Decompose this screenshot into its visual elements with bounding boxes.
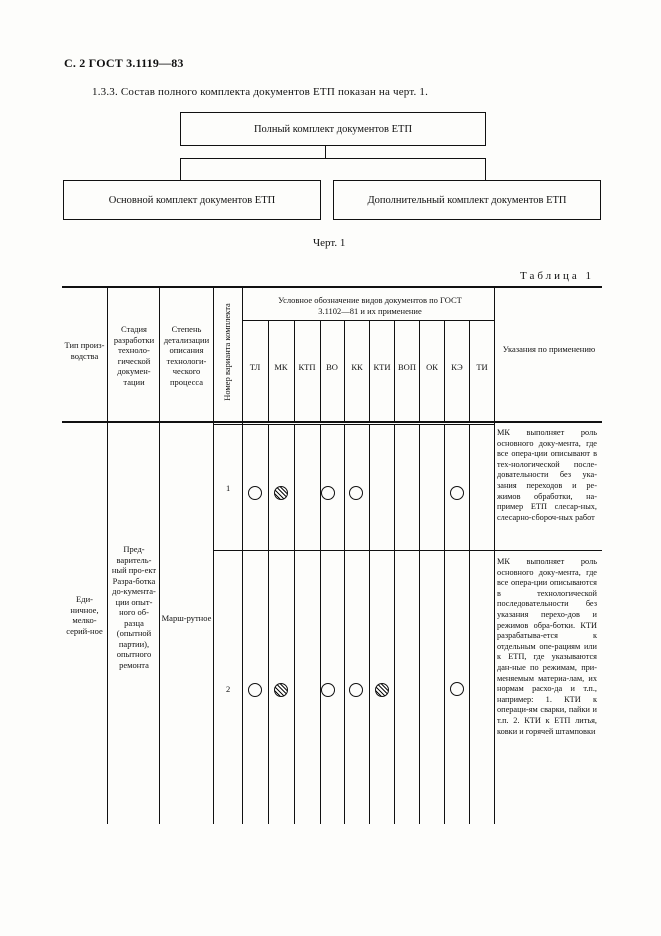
col-code-ti: ТИ [476, 362, 488, 372]
col-code-ktp: КТП [298, 362, 316, 372]
diagram-left-label: Основной комплект документов ЕТП [108, 194, 276, 206]
row-1-note: МК выполняет роль основного доку-мента, где все опера-ции описывают в тех-нологической после-довательности без ука-зания переходов и ре-жимов обработки, на-пример ЕТП слесар-ных, слесарно-сбороч-ных работ [497, 428, 597, 522]
diagram-top-label: Полный комплект документов ЕТП [253, 123, 413, 135]
header-notes: Указания по применению [502, 344, 596, 354]
body-production-type: Еди-ничное, мелко-серий-ное [66, 594, 103, 636]
row-1-tl-mark [248, 486, 262, 500]
diagram-right-label: Дополнительный комплект документов ЕТП [367, 194, 567, 206]
diagram-connector-stem [325, 146, 326, 158]
diagram-top-box [180, 112, 486, 146]
body-dev-stage: Пред-варитель-ный про-ект Разра-ботка до-кумента-ции опыт-ного об-разца (опытной партии), опытного ремонта [111, 544, 157, 670]
row-2-kk-mark [349, 683, 363, 697]
header-detail-level: Степень детализации описания технологи-ческого процесса [163, 324, 210, 387]
row-1-ke-mark [450, 486, 464, 500]
diagram-right-box [333, 180, 601, 220]
col-code-kti: КТИ [373, 362, 391, 372]
col-code-tl: ТЛ [249, 362, 261, 372]
row-2-mk-mark [274, 683, 288, 697]
page-header: С. 2 ГОСТ 3.1119—83 [64, 56, 184, 70]
diagram-connector-h [180, 158, 486, 159]
header-variant-number: Номер варианта комплекта [222, 303, 232, 401]
header-production-type: Тип произ-водства [64, 340, 105, 361]
header-dev-stage: Стадия разработки техноло-гической докумен-тации [113, 324, 155, 387]
diagram-connector-right [485, 158, 486, 180]
col-code-ke: КЭ [451, 362, 463, 372]
row-2-tl-mark [248, 683, 262, 697]
col-code-ok: ОК [426, 362, 438, 372]
row-1-kk-mark [349, 486, 363, 500]
row-2-note: МК выполняет роль основного доку-мента, где все опера-ции описываются в технологической последовательности без указания перехо-дов и режимов обра-ботки. КТИ разрабатыва-ется к отдельным опе-рациям или к ЕТП, где указываются дан-ные по режимам, при-меняемым материа-лам, их нормам расхо-да и т.п., например: 1. КТИ к операци-ям сварки, пайки и т.п. 2. КТИ к ЕТП литья, ковки и горячей штамповки [497, 557, 597, 736]
row-1-mk-mark [274, 486, 288, 500]
figure-caption: Черт. 1 [313, 237, 346, 249]
section-paragraph: 1.3.3. Состав полного комплекта документов ЕТП показан на черт. 1. [92, 86, 429, 98]
col-code-mk: МК [274, 362, 288, 372]
col-code-vop: ВОП [398, 362, 416, 372]
row-2-variant: 2 [226, 684, 231, 694]
diagram-connector-left [180, 158, 181, 180]
row-2-vo-mark [321, 683, 335, 697]
row-1-variant: 1 [226, 483, 231, 493]
row-2-kti-mark [375, 683, 389, 697]
table-caption: Таблица 1 [520, 270, 595, 282]
header-doc-types-group: Условное обозначение видов документов по ГОСТ 3.1102—81 и их применение [278, 295, 462, 316]
diagram-left-box [63, 180, 321, 220]
row-1-vo-mark [321, 486, 335, 500]
body-detail-level: Марш-рутное [161, 613, 212, 623]
row-2-ke-mark [450, 682, 464, 696]
col-code-vo: ВО [326, 362, 338, 372]
col-code-kk: КК [351, 362, 363, 372]
